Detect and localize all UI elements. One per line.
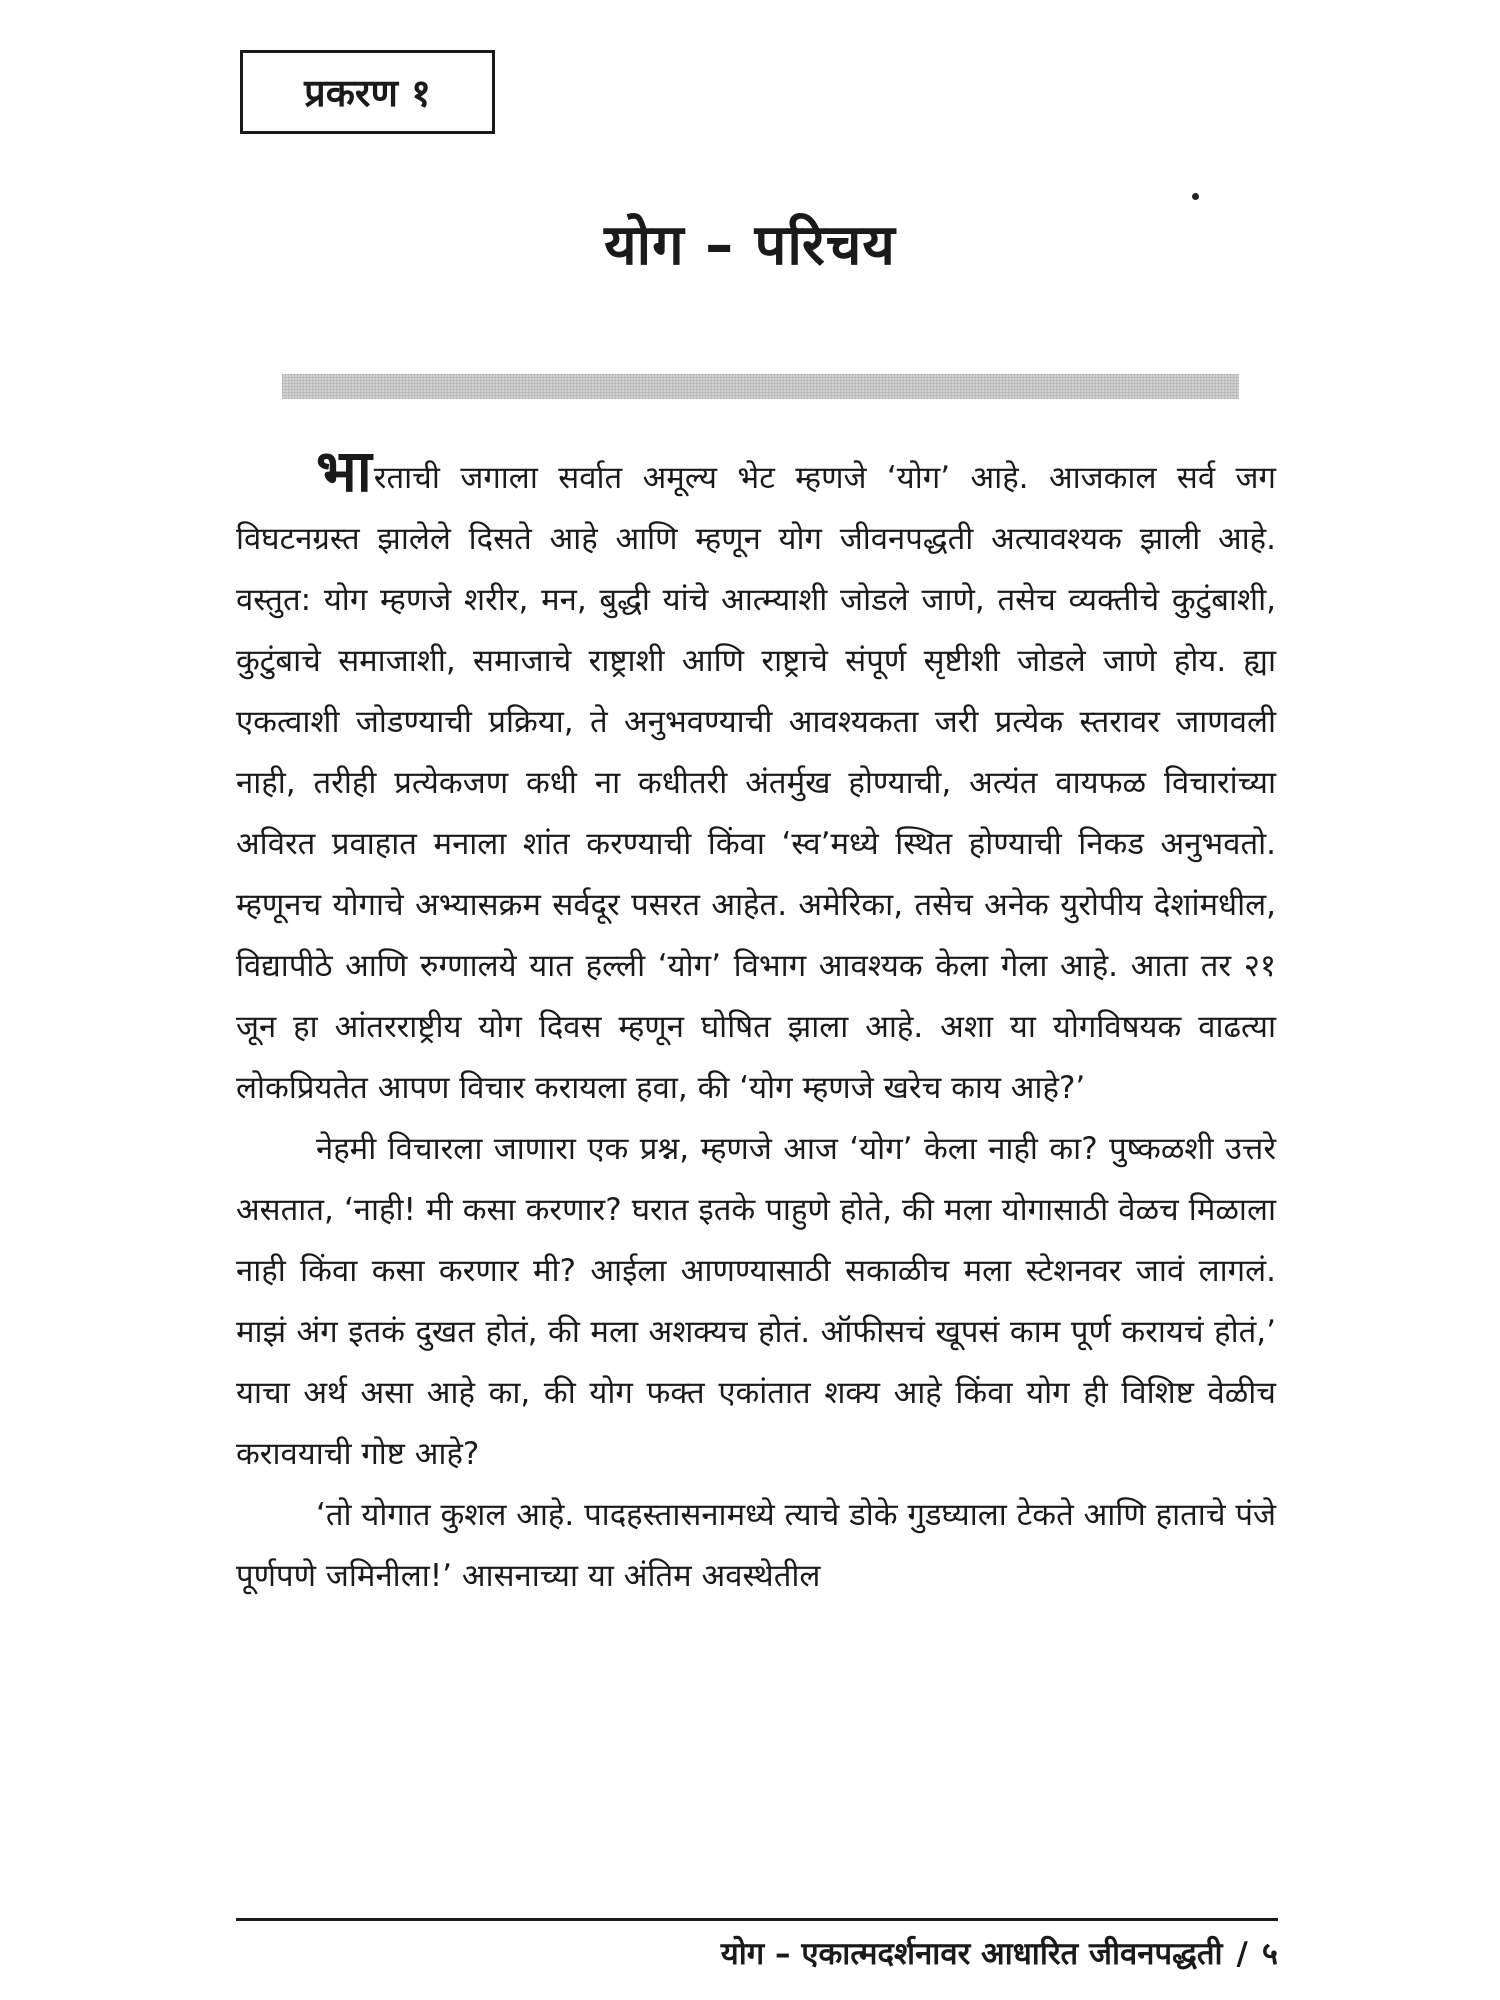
page-number: ५ [1261, 1936, 1278, 1972]
running-footer [0, 1932, 1278, 1974]
print-speck [1192, 193, 1199, 200]
footer-divider [236, 1918, 1278, 1921]
paragraph-2: नेहमी विचारला जाणारा एक प्रश्न, म्हणजे आज ‘योग’ केला नाही का? पुष्कळशी उत्तरे असतात, ‘नाही! मी कसा करणार? घरात इतके पाहुणे होते, की मला योगासाठी वेळच मिळाला नाही किंवा कसा करणार मी? आईला आणण्यासाठी सकाळीच मला स्टेशनवर जावं लागलं. माझं अंग इतकं दुखत होतं, की मला अशक्यच होतं. ऑफीसचं खूपसं काम पूर्ण करायचं होतं,’ याचा अर्थ असा आहे का, की योग फक्त एकांतात शक्य आहे किंवा योग ही विशिष्ट वेळीच करावयाची गोष्ट आहे? [236, 1131, 1276, 1472]
body-text [236, 437, 1276, 1607]
drop-cap: भा [316, 437, 372, 505]
chapter-title: योग – परिचय [604, 213, 896, 278]
paragraph-1-text: रताची जगाला सर्वात अमूल्य भेट म्हणजे ‘योग’ आहे. आजकाल सर्व जग विघटनग्रस्त झालेले दिसते आहे आणि म्हणून योग जीवनपद्धती अत्यावश्यक झाली आहे. वस्तुत: योग म्हणजे शरीर, मन, बुद्धी यांचे आत्म्याशी जोडले जाणे, तसेच व्यक्तीचे कुटुंबाशी, कुटुंबाचे समाजाशी, समाजाचे राष्ट्राशी आणि राष्ट्राचे संपूर्ण सृष्टीशी जोडले जाणे होय. ह्या एकत्वाशी जोडण्याची प्रक्रिया, ते अनुभवण्याची आवश्यकता जरी प्रत्येक स्तरावर जाणवली नाही, तरीही प्रत्येकजण कधी ना कधीतरी अंतर्मुख होण्याची, अत्यंत वायफळ विचारांच्या अविरत प्रवाहात मनाला शांत करण्याची किंवा ‘स्व’मध्ये स्थित होण्याची निकड अनुभवतो. म्हणूनच योगाचे अभ्यासक्रम सर्वदूर पसरत आहेत. अमेरिका, तसेच अनेक युरोपीय देशांमधील, विद्यापीठे आणि रुग्णालये यात हल्ली ‘योग’ विभाग आवश्यक केला गेला आहे. आता तर २१ जून हा आंतरराष्ट्रीय योग दिवस म्हणून घोषित झाला आहे. अशा या योगविषयक वाढत्या लोकप्रियतेत आपण विचार करायला हवा, की ‘योग म्हणजे खरेच काय आहे?’ [236, 460, 1276, 1106]
paragraph-3: ‘तो योगात कुशल आहे. पादहस्तासनामध्ये त्याचे डोके गुडघ्याला टेकते आणि हाताचे पंजे पूर्णपणे जमिनीला!’ आसनाच्या या अंतिम अवस्थेतील [236, 1497, 1276, 1594]
chapter-label: प्रकरण १ [304, 71, 431, 115]
footer-separator: / [1236, 1936, 1248, 1972]
decorative-shaded-divider [282, 374, 1239, 399]
chapter-label-box [240, 50, 495, 134]
footer-book-title: योग – एकात्मदर्शनावर आधारित जीवनपद्धती [720, 1936, 1223, 1972]
paragraph-1 [236, 437, 1276, 1119]
